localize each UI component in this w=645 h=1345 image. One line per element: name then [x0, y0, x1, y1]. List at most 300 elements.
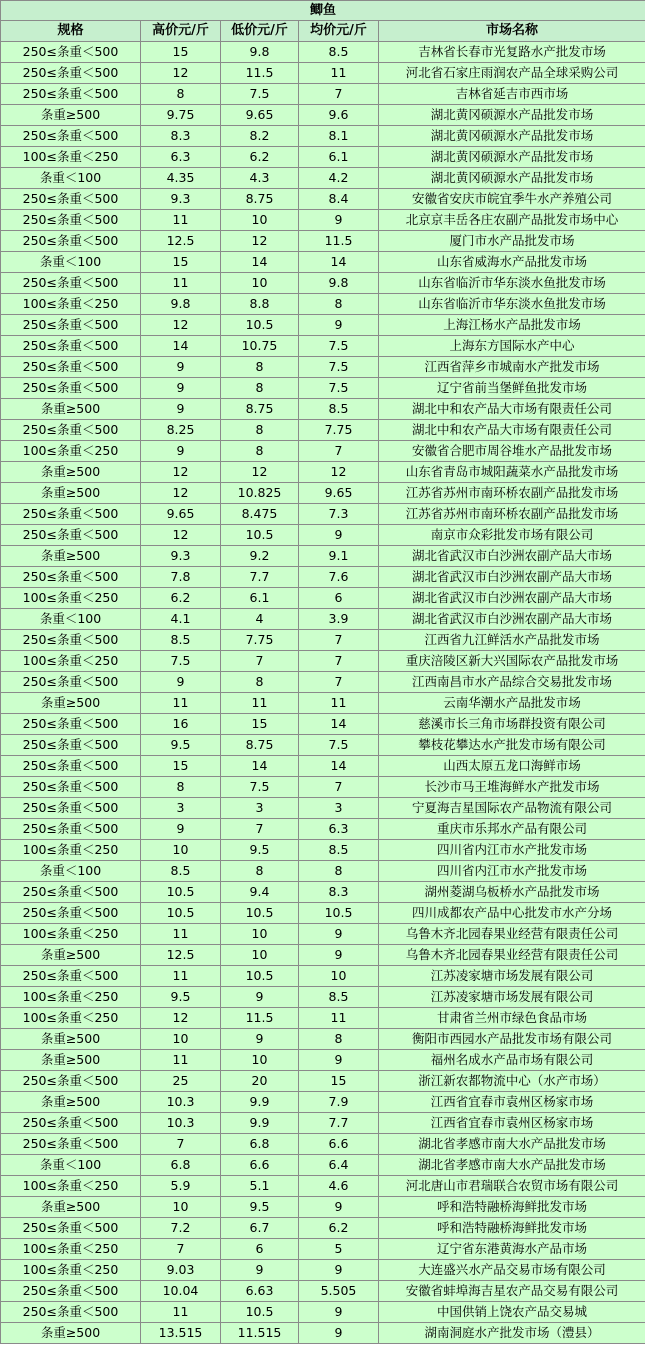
- cell-high-price: 15: [141, 252, 221, 273]
- cell-market-name: 四川省内江市水产批发市场: [379, 840, 645, 861]
- cell-market-name: 江西省九江鲜活水产品批发市场: [379, 630, 645, 651]
- table-row: [1, 882, 645, 903]
- cell-spec: 250≤条重＜500: [1, 1302, 141, 1323]
- cell-low-price: 7: [221, 819, 299, 840]
- cell-low-price: 11: [221, 693, 299, 714]
- cell-spec: 条重≥500: [1, 693, 141, 714]
- cell-spec: 250≤条重＜500: [1, 378, 141, 399]
- cell-avg-price: 6.3: [299, 819, 379, 840]
- cell-market-name: 江苏凌家塘市场发展有限公司: [379, 966, 645, 987]
- cell-high-price: 9: [141, 378, 221, 399]
- cell-high-price: 9.8: [141, 294, 221, 315]
- cell-high-price: 11: [141, 693, 221, 714]
- cell-spec: 条重＜100: [1, 609, 141, 630]
- cell-high-price: 10: [141, 1029, 221, 1050]
- cell-spec: 250≤条重＜500: [1, 756, 141, 777]
- cell-avg-price: 7.5: [299, 735, 379, 756]
- cell-spec: 250≤条重＜500: [1, 273, 141, 294]
- table-row: [1, 987, 645, 1008]
- cell-market-name: 云南华潮水产品批发市场: [379, 693, 645, 714]
- cell-market-name: 乌鲁木齐北园春果业经营有限责任公司: [379, 945, 645, 966]
- table-row: [1, 1323, 645, 1344]
- table-row: [1, 924, 645, 945]
- header-low-price: 低价元/斤: [221, 21, 299, 42]
- cell-high-price: 10.3: [141, 1092, 221, 1113]
- cell-spec: 250≤条重＜500: [1, 315, 141, 336]
- cell-high-price: 12.5: [141, 231, 221, 252]
- table-row: [1, 357, 645, 378]
- cell-avg-price: 11: [299, 1008, 379, 1029]
- cell-avg-price: 6.4: [299, 1155, 379, 1176]
- cell-spec: 250≤条重＜500: [1, 63, 141, 84]
- cell-market-name: 江苏省苏州市南环桥农副产品批发市场: [379, 483, 645, 504]
- table-row: [1, 378, 645, 399]
- cell-high-price: 14: [141, 336, 221, 357]
- cell-avg-price: 8.1: [299, 126, 379, 147]
- table-row: [1, 168, 645, 189]
- cell-low-price: 6.7: [221, 1218, 299, 1239]
- cell-spec: 100≤条重＜250: [1, 651, 141, 672]
- cell-spec: 250≤条重＜500: [1, 903, 141, 924]
- table-row: [1, 693, 645, 714]
- cell-market-name: 慈溪市长三角市场群投资有限公司: [379, 714, 645, 735]
- cell-low-price: 9.9: [221, 1092, 299, 1113]
- cell-high-price: 11: [141, 924, 221, 945]
- cell-avg-price: 9: [299, 1197, 379, 1218]
- cell-market-name: 河北省石家庄雨润农产品全球采购公司: [379, 63, 645, 84]
- cell-market-name: 甘肃省兰州市绿色食品市场: [379, 1008, 645, 1029]
- cell-low-price: 10.5: [221, 966, 299, 987]
- cell-spec: 250≤条重＜500: [1, 630, 141, 651]
- cell-market-name: 中国供销上饶农产品交易城: [379, 1302, 645, 1323]
- table-row: [1, 966, 645, 987]
- table-row: [1, 546, 645, 567]
- cell-avg-price: 9: [299, 525, 379, 546]
- cell-market-name: 湖北黄冈硕源水产品批发市场: [379, 147, 645, 168]
- cell-avg-price: 8.5: [299, 987, 379, 1008]
- cell-low-price: 8: [221, 861, 299, 882]
- cell-avg-price: 7.5: [299, 336, 379, 357]
- cell-market-name: 大连盛兴水产品交易市场有限公司: [379, 1260, 645, 1281]
- cell-high-price: 13.515: [141, 1323, 221, 1344]
- table-row: [1, 504, 645, 525]
- cell-avg-price: 6: [299, 588, 379, 609]
- cell-avg-price: 8: [299, 861, 379, 882]
- cell-avg-price: 3.9: [299, 609, 379, 630]
- cell-spec: 100≤条重＜250: [1, 588, 141, 609]
- cell-low-price: 9.5: [221, 840, 299, 861]
- cell-spec: 250≤条重＜500: [1, 231, 141, 252]
- cell-market-name: 湖北黄冈硕源水产品批发市场: [379, 105, 645, 126]
- cell-market-name: 江苏凌家塘市场发展有限公司: [379, 987, 645, 1008]
- cell-low-price: 9: [221, 987, 299, 1008]
- cell-market-name: 安徽省安庆市皖宜季牛水产养殖公司: [379, 189, 645, 210]
- cell-market-name: 湖北省武汉市白沙洲农副产品大市场: [379, 609, 645, 630]
- cell-high-price: 15: [141, 756, 221, 777]
- table-row: [1, 1008, 645, 1029]
- cell-avg-price: 4.6: [299, 1176, 379, 1197]
- cell-spec: 250≤条重＜500: [1, 189, 141, 210]
- cell-spec: 条重≥500: [1, 462, 141, 483]
- cell-spec: 250≤条重＜500: [1, 882, 141, 903]
- cell-low-price: 9.5: [221, 1197, 299, 1218]
- cell-avg-price: 5.505: [299, 1281, 379, 1302]
- cell-high-price: 11: [141, 1050, 221, 1071]
- cell-low-price: 9.2: [221, 546, 299, 567]
- cell-avg-price: 12: [299, 462, 379, 483]
- cell-high-price: 11: [141, 966, 221, 987]
- title-row: [1, 1, 645, 21]
- cell-spec: 条重≥500: [1, 1029, 141, 1050]
- cell-avg-price: 11: [299, 63, 379, 84]
- cell-low-price: 4.3: [221, 168, 299, 189]
- cell-high-price: 12: [141, 63, 221, 84]
- cell-market-name: 湖南洞庭水产批发市场（澧县）: [379, 1323, 645, 1344]
- table-row: [1, 483, 645, 504]
- cell-market-name: 上海江杨水产品批发市场: [379, 315, 645, 336]
- table-row: [1, 441, 645, 462]
- cell-avg-price: 7: [299, 672, 379, 693]
- cell-avg-price: 8: [299, 294, 379, 315]
- cell-low-price: 8: [221, 441, 299, 462]
- header-avg-price: 均价元/斤: [299, 21, 379, 42]
- cell-avg-price: 15: [299, 1071, 379, 1092]
- cell-market-name: 湖州菱湖乌板桥水产品批发市场: [379, 882, 645, 903]
- cell-spec: 250≤条重＜500: [1, 420, 141, 441]
- table-row: [1, 147, 645, 168]
- cell-low-price: 9.4: [221, 882, 299, 903]
- cell-low-price: 12: [221, 231, 299, 252]
- cell-avg-price: 6.1: [299, 147, 379, 168]
- cell-market-name: 山东省临沂市华东淡水鱼批发市场: [379, 294, 645, 315]
- cell-spec: 条重≥500: [1, 399, 141, 420]
- cell-high-price: 6.2: [141, 588, 221, 609]
- cell-low-price: 10.825: [221, 483, 299, 504]
- cell-spec: 100≤条重＜250: [1, 840, 141, 861]
- table-row: [1, 861, 645, 882]
- cell-market-name: 江苏省苏州市南环桥农副产品批发市场: [379, 504, 645, 525]
- cell-market-name: 辽宁省东港黄海水产品市场: [379, 1239, 645, 1260]
- cell-spec: 条重＜100: [1, 168, 141, 189]
- table-row: [1, 42, 645, 63]
- table-row: [1, 420, 645, 441]
- table-row: [1, 777, 645, 798]
- cell-low-price: 11.5: [221, 63, 299, 84]
- cell-high-price: 9: [141, 672, 221, 693]
- cell-low-price: 8: [221, 672, 299, 693]
- cell-low-price: 10.5: [221, 903, 299, 924]
- cell-market-name: 吉林省延吉市西市场: [379, 84, 645, 105]
- cell-high-price: 12.5: [141, 945, 221, 966]
- cell-avg-price: 14: [299, 756, 379, 777]
- cell-avg-price: 7.5: [299, 378, 379, 399]
- cell-avg-price: 9: [299, 924, 379, 945]
- cell-spec: 250≤条重＜500: [1, 966, 141, 987]
- cell-low-price: 4: [221, 609, 299, 630]
- cell-spec: 条重＜100: [1, 861, 141, 882]
- cell-market-name: 乌鲁木齐北园春果业经营有限责任公司: [379, 924, 645, 945]
- table-row: [1, 1092, 645, 1113]
- cell-low-price: 6.1: [221, 588, 299, 609]
- cell-low-price: 7.7: [221, 567, 299, 588]
- cell-low-price: 10.5: [221, 315, 299, 336]
- cell-high-price: 8.5: [141, 630, 221, 651]
- table-row: [1, 252, 645, 273]
- table-row: [1, 588, 645, 609]
- cell-low-price: 6.63: [221, 1281, 299, 1302]
- cell-avg-price: 3: [299, 798, 379, 819]
- cell-market-name: 重庆涪陵区新大兴国际农产品批发市场: [379, 651, 645, 672]
- header-spec: 规格: [1, 21, 141, 42]
- cell-avg-price: 9: [299, 1260, 379, 1281]
- table-row: [1, 1050, 645, 1071]
- table-row: [1, 399, 645, 420]
- cell-market-name: 湖北中和农产品大市场有限责任公司: [379, 420, 645, 441]
- cell-spec: 条重≥500: [1, 1197, 141, 1218]
- cell-low-price: 10: [221, 273, 299, 294]
- cell-high-price: 9.65: [141, 504, 221, 525]
- cell-low-price: 14: [221, 252, 299, 273]
- cell-spec: 条重≥500: [1, 546, 141, 567]
- cell-high-price: 9.75: [141, 105, 221, 126]
- table-row: [1, 1218, 645, 1239]
- table-row: [1, 651, 645, 672]
- cell-market-name: 安徽省合肥市周谷堆水产品批发市场: [379, 441, 645, 462]
- cell-market-name: 湖北省孝感市南大水产品批发市场: [379, 1134, 645, 1155]
- cell-high-price: 11: [141, 1302, 221, 1323]
- cell-avg-price: 7: [299, 630, 379, 651]
- cell-low-price: 10: [221, 1050, 299, 1071]
- cell-avg-price: 8.5: [299, 42, 379, 63]
- cell-spec: 250≤条重＜500: [1, 84, 141, 105]
- cell-high-price: 10.5: [141, 882, 221, 903]
- cell-market-name: 长沙市马王堆海鲜水产批发市场: [379, 777, 645, 798]
- cell-avg-price: 8: [299, 1029, 379, 1050]
- cell-spec: 250≤条重＜500: [1, 1134, 141, 1155]
- table-row: [1, 462, 645, 483]
- table-body: [1, 42, 645, 1344]
- cell-high-price: 7: [141, 1239, 221, 1260]
- table-row: [1, 1113, 645, 1134]
- cell-high-price: 9: [141, 357, 221, 378]
- cell-avg-price: 7: [299, 651, 379, 672]
- cell-spec: 250≤条重＜500: [1, 504, 141, 525]
- cell-low-price: 7.5: [221, 84, 299, 105]
- cell-high-price: 6.3: [141, 147, 221, 168]
- cell-spec: 250≤条重＜500: [1, 1281, 141, 1302]
- cell-avg-price: 7: [299, 441, 379, 462]
- cell-high-price: 9.5: [141, 735, 221, 756]
- table-row: [1, 1197, 645, 1218]
- cell-avg-price: 14: [299, 252, 379, 273]
- table-row: [1, 336, 645, 357]
- cell-low-price: 7: [221, 651, 299, 672]
- cell-spec: 100≤条重＜250: [1, 147, 141, 168]
- cell-spec: 250≤条重＜500: [1, 336, 141, 357]
- table-row: [1, 1029, 645, 1050]
- cell-market-name: 湖北省武汉市白沙洲农副产品大市场: [379, 546, 645, 567]
- cell-low-price: 8: [221, 420, 299, 441]
- cell-avg-price: 9.8: [299, 273, 379, 294]
- cell-high-price: 10.3: [141, 1113, 221, 1134]
- header-market-name: 市场名称: [379, 21, 645, 42]
- table-row: [1, 525, 645, 546]
- cell-low-price: 8.8: [221, 294, 299, 315]
- cell-spec: 250≤条重＜500: [1, 525, 141, 546]
- cell-high-price: 4.1: [141, 609, 221, 630]
- cell-spec: 条重≥500: [1, 1050, 141, 1071]
- cell-spec: 100≤条重＜250: [1, 1239, 141, 1260]
- cell-low-price: 10.5: [221, 1302, 299, 1323]
- cell-spec: 条重＜100: [1, 1155, 141, 1176]
- cell-spec: 100≤条重＜250: [1, 441, 141, 462]
- table-row: [1, 609, 645, 630]
- cell-high-price: 8.5: [141, 861, 221, 882]
- cell-high-price: 3: [141, 798, 221, 819]
- cell-avg-price: 10: [299, 966, 379, 987]
- cell-high-price: 7.2: [141, 1218, 221, 1239]
- table-row: [1, 1155, 645, 1176]
- cell-low-price: 10.75: [221, 336, 299, 357]
- cell-high-price: 12: [141, 315, 221, 336]
- cell-market-name: 山东省威海水产品批发市场: [379, 252, 645, 273]
- cell-low-price: 7.75: [221, 630, 299, 651]
- cell-market-name: 重庆市乐邦水产品有限公司: [379, 819, 645, 840]
- cell-low-price: 10: [221, 924, 299, 945]
- cell-avg-price: 11.5: [299, 231, 379, 252]
- cell-low-price: 12: [221, 462, 299, 483]
- table-row: [1, 630, 645, 651]
- cell-market-name: 江西省宜春市袁州区杨家市场: [379, 1092, 645, 1113]
- cell-avg-price: 11: [299, 693, 379, 714]
- cell-avg-price: 6.2: [299, 1218, 379, 1239]
- cell-market-name: 衡阳市西园水产品批发市场有限公司: [379, 1029, 645, 1050]
- cell-high-price: 8.25: [141, 420, 221, 441]
- cell-avg-price: 9.6: [299, 105, 379, 126]
- cell-high-price: 12: [141, 483, 221, 504]
- cell-market-name: 攀枝花攀达水产批发市场有限公司: [379, 735, 645, 756]
- cell-avg-price: 7.9: [299, 1092, 379, 1113]
- cell-spec: 250≤条重＜500: [1, 1071, 141, 1092]
- table-title: 鲫鱼: [1, 1, 645, 21]
- table-row: [1, 294, 645, 315]
- cell-spec: 条重≥500: [1, 1323, 141, 1344]
- cell-spec: 250≤条重＜500: [1, 798, 141, 819]
- cell-low-price: 8.75: [221, 189, 299, 210]
- cell-market-name: 山西太原五龙口海鲜市场: [379, 756, 645, 777]
- cell-high-price: 6.8: [141, 1155, 221, 1176]
- table-row: [1, 63, 645, 84]
- table-row: [1, 231, 645, 252]
- cell-avg-price: 7: [299, 84, 379, 105]
- cell-high-price: 11: [141, 210, 221, 231]
- cell-avg-price: 9.1: [299, 546, 379, 567]
- table-row: [1, 903, 645, 924]
- cell-market-name: 四川成都农产品中心批发市水产分场: [379, 903, 645, 924]
- cell-low-price: 9.65: [221, 105, 299, 126]
- cell-low-price: 11.5: [221, 1008, 299, 1029]
- cell-avg-price: 8.3: [299, 882, 379, 903]
- cell-low-price: 14: [221, 756, 299, 777]
- table-row: [1, 1281, 645, 1302]
- cell-low-price: 10.5: [221, 525, 299, 546]
- cell-high-price: 9.5: [141, 987, 221, 1008]
- cell-avg-price: 7: [299, 777, 379, 798]
- cell-market-name: 湖北中和农产品大市场有限责任公司: [379, 399, 645, 420]
- cell-avg-price: 5: [299, 1239, 379, 1260]
- cell-high-price: 9: [141, 399, 221, 420]
- table-row: [1, 1302, 645, 1323]
- table-row: [1, 210, 645, 231]
- table-row: [1, 714, 645, 735]
- cell-high-price: 4.35: [141, 168, 221, 189]
- table-row: [1, 1239, 645, 1260]
- cell-spec: 条重≥500: [1, 483, 141, 504]
- cell-avg-price: 8.5: [299, 399, 379, 420]
- cell-market-name: 呼和浩特融桥海鲜批发市场: [379, 1197, 645, 1218]
- cell-avg-price: 9: [299, 1323, 379, 1344]
- cell-high-price: 7.5: [141, 651, 221, 672]
- table-row: [1, 1071, 645, 1092]
- cell-spec: 条重≥500: [1, 1092, 141, 1113]
- table-row: [1, 189, 645, 210]
- cell-market-name: 河北唐山市君瑞联合农贸市场有限公司: [379, 1176, 645, 1197]
- cell-low-price: 8: [221, 357, 299, 378]
- cell-low-price: 7.5: [221, 777, 299, 798]
- header-high-price: 高价元/斤: [141, 21, 221, 42]
- cell-low-price: 9.9: [221, 1113, 299, 1134]
- cell-high-price: 12: [141, 462, 221, 483]
- cell-low-price: 8: [221, 378, 299, 399]
- cell-low-price: 15: [221, 714, 299, 735]
- cell-avg-price: 9: [299, 315, 379, 336]
- cell-market-name: 吉林省长春市光复路水产批发市场: [379, 42, 645, 63]
- cell-spec: 250≤条重＜500: [1, 126, 141, 147]
- cell-high-price: 9.3: [141, 189, 221, 210]
- cell-spec: 250≤条重＜500: [1, 819, 141, 840]
- cell-market-name: 山东省临沂市华东淡水鱼批发市场: [379, 273, 645, 294]
- cell-market-name: 辽宁省前当堡鲜鱼批发市场: [379, 378, 645, 399]
- cell-spec: 250≤条重＜500: [1, 567, 141, 588]
- cell-avg-price: 9.65: [299, 483, 379, 504]
- cell-spec: 100≤条重＜250: [1, 924, 141, 945]
- table-row: [1, 105, 645, 126]
- table-row: [1, 1260, 645, 1281]
- cell-spec: 250≤条重＜500: [1, 42, 141, 63]
- cell-spec: 100≤条重＜250: [1, 294, 141, 315]
- cell-low-price: 8.75: [221, 735, 299, 756]
- header-row: [1, 21, 645, 42]
- cell-avg-price: 7.5: [299, 357, 379, 378]
- cell-avg-price: 9: [299, 945, 379, 966]
- cell-market-name: 江西省宜春市袁州区杨家市场: [379, 1113, 645, 1134]
- cell-market-name: 四川省内江市水产批发市场: [379, 861, 645, 882]
- cell-low-price: 5.1: [221, 1176, 299, 1197]
- cell-avg-price: 9: [299, 1302, 379, 1323]
- cell-spec: 250≤条重＜500: [1, 357, 141, 378]
- cell-high-price: 9: [141, 441, 221, 462]
- cell-market-name: 福州名成水产品市场有限公司: [379, 1050, 645, 1071]
- cell-spec: 100≤条重＜250: [1, 987, 141, 1008]
- cell-high-price: 10.04: [141, 1281, 221, 1302]
- cell-spec: 条重≥500: [1, 945, 141, 966]
- table-row: [1, 945, 645, 966]
- cell-high-price: 11: [141, 273, 221, 294]
- cell-market-name: 厦门市水产品批发市场: [379, 231, 645, 252]
- cell-avg-price: 14: [299, 714, 379, 735]
- cell-avg-price: 10.5: [299, 903, 379, 924]
- cell-high-price: 8: [141, 777, 221, 798]
